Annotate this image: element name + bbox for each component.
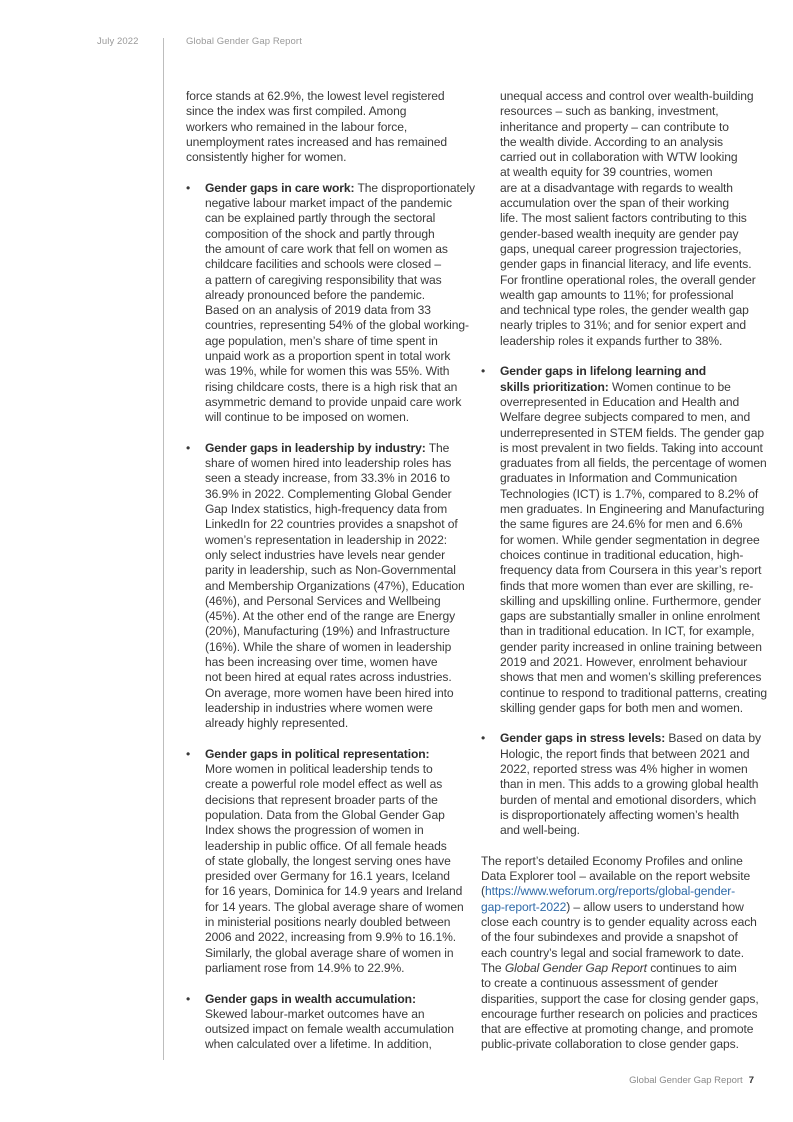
page-number: 7 bbox=[748, 1075, 754, 1086]
report-link[interactable]: gap-report-2022 bbox=[481, 899, 567, 914]
italic-title: Global Gender Gap Report bbox=[504, 960, 647, 975]
text-line: skills prioritization: Women continue to be bbox=[500, 379, 731, 394]
text-line: resources – such as banking, investment, bbox=[500, 104, 719, 119]
text-line: Gender gaps in stress levels: Based on data by bbox=[500, 731, 761, 746]
footer-title: Global Gender Gap Report bbox=[629, 1075, 743, 1086]
bullet-icon: • bbox=[186, 991, 191, 1006]
text-line: finds that more women than ever are skilling, re- bbox=[500, 578, 754, 593]
text-line: public-private collaboration to close gender gaps. bbox=[481, 1037, 739, 1052]
text-line: skilling gender gaps for both men and women. bbox=[500, 700, 743, 715]
text-line: of the four subindexes and provide a snapshot of bbox=[481, 930, 738, 945]
text-line: Based on an analysis of 2019 data from 33 bbox=[205, 303, 431, 318]
text-line: (20%), Manufacturing (19%) and Infrastructure bbox=[205, 624, 450, 639]
text-line: overrepresented in Education and Health and bbox=[500, 394, 740, 409]
text-line: force stands at 62.9%, the lowest level registered bbox=[186, 89, 445, 103]
bold-lead: skills prioritization: bbox=[500, 379, 609, 394]
text-line: Index shows the progression of women in bbox=[205, 823, 424, 838]
text-line: Gender gaps in care work: The disproportionately bbox=[205, 180, 475, 195]
bullet-item bbox=[186, 181, 476, 426]
text-line: 2019 and 2021. However, enrolment behaviour bbox=[500, 654, 748, 669]
text-line: negative labour market impact of the pandemic bbox=[205, 196, 452, 211]
text-line: was 19%, while for women this was 55%. With bbox=[205, 364, 450, 379]
text-line: workers who remained in the labour force, bbox=[186, 119, 408, 134]
bullet-icon: • bbox=[481, 731, 486, 746]
text-line: for 16 years, Dominica for 14.9 years and Ireland bbox=[205, 884, 463, 899]
text-line: countries, representing 54% of the global working- bbox=[205, 318, 469, 333]
text-line: seen a steady increase, from 33.3% in 2016 to bbox=[205, 471, 450, 486]
text-line: unemployment rates increased and has remained bbox=[186, 134, 448, 149]
text-line: will continue to be imposed on women. bbox=[205, 410, 410, 425]
text-line: disparities, support the case for closing gender gaps, bbox=[481, 991, 759, 1006]
text-line: each country’s legal and social framework to date. bbox=[481, 945, 744, 960]
text-line: On average, more women have been hired into bbox=[205, 685, 454, 700]
text-line: age population, men’s share of time spent in bbox=[205, 333, 438, 348]
bullet-icon: • bbox=[186, 180, 191, 195]
text-line: has been increasing over time, women have bbox=[205, 654, 438, 669]
footer bbox=[629, 1075, 754, 1086]
text-line: parity in leadership, such as Non-Governmental bbox=[205, 563, 456, 578]
text-line: already highly represented. bbox=[205, 716, 349, 731]
bold-lead: Gender gaps in care work: bbox=[205, 180, 355, 195]
text-line: consistently higher for women. bbox=[186, 150, 347, 165]
text-line: gender gaps in financial literacy, and life events. bbox=[500, 257, 752, 272]
bullet-item bbox=[186, 747, 476, 976]
margin-divider bbox=[163, 38, 164, 1060]
bold-lead: Gender gaps in political representation: bbox=[205, 746, 430, 761]
text-line: only select industries have levels near gender bbox=[205, 547, 446, 562]
text-line: is disproportionately affecting women’s health bbox=[500, 807, 739, 822]
bullet-item bbox=[186, 441, 476, 732]
text-line: for women. While gender segmentation in degree bbox=[500, 532, 760, 547]
text-line: than in traditional education. In ICT, for example, bbox=[500, 624, 755, 639]
text-line: of state globally, the longest serving ones have bbox=[205, 853, 451, 868]
text-line: gender parity increased in online training between bbox=[500, 639, 762, 654]
bullet-item bbox=[186, 992, 476, 1053]
bold-lead: Gender gaps in leadership by industry: bbox=[205, 440, 426, 455]
text-line: and well-being. bbox=[500, 823, 580, 838]
text-line: the wealth divide. According to an analysis bbox=[500, 134, 723, 149]
text-line: women’s representation in leadership in 2022: bbox=[205, 532, 448, 547]
text-line: when calculated over a lifetime. In addition, bbox=[205, 1037, 432, 1052]
text-line: and technical type roles, the gender wealth gap bbox=[500, 303, 749, 318]
text-line: underrepresented in STEM fields. The gender gap bbox=[500, 425, 764, 440]
text-line: than in men. This adds to a growing global health bbox=[500, 777, 759, 792]
text-line: accumulation over the span of their working bbox=[500, 196, 729, 211]
text-line: unpaid work as a proportion spent in total work bbox=[205, 349, 451, 364]
text-line bbox=[205, 747, 476, 762]
text-line: a pattern of caregiving responsibility that was bbox=[205, 272, 442, 287]
text-line: the amount of care work that fell on women as bbox=[205, 241, 448, 256]
text-line: Gender gaps in leadership by industry: The bbox=[205, 440, 450, 455]
text-line: to create a continuous assessment of gender bbox=[481, 976, 719, 991]
text-line: and Membership Organizations (47%), Education bbox=[205, 578, 465, 593]
text-line: decisions that represent broader parts of the bbox=[205, 792, 438, 807]
text-line: graduates in Information and Communication bbox=[500, 471, 738, 486]
text-line: leadership roles it expands further to 38%. bbox=[500, 333, 723, 348]
text-line: can be explained partly through the sectoral bbox=[205, 211, 436, 226]
text-line: men graduates. In Engineering and Manufacturing bbox=[500, 502, 765, 517]
text-line: (16%). While the share of women in leadership bbox=[205, 639, 452, 654]
text-line: 36.9% in 2022. Complementing Global Gender bbox=[205, 486, 452, 501]
text-line: LinkedIn for 22 countries provides a snapshot of bbox=[205, 517, 458, 532]
text-line: (45%). At the other end of the range are Energy bbox=[205, 609, 456, 624]
text-line: inheritance and property – can contribute to bbox=[500, 119, 729, 134]
text-line: The Global Gender Gap Report continues to aim bbox=[481, 960, 737, 975]
text-line: for 14 years. The global average share of women bbox=[205, 899, 464, 914]
text-line: Welfare degree subjects compared to men, and bbox=[500, 410, 751, 425]
text-line: (46%), and Personal Services and Wellbeing bbox=[205, 593, 441, 608]
bullet-icon: • bbox=[186, 440, 191, 455]
text-line: presided over Germany for 16.1 years, Iceland bbox=[205, 869, 450, 884]
bullet-item bbox=[481, 731, 771, 838]
text-line: not been hired at equal rates across industries. bbox=[205, 670, 452, 685]
text-line: More women in political leadership tends to bbox=[205, 762, 433, 777]
text-line: Similarly, the global average share of women in bbox=[205, 945, 454, 960]
text-line: share of women hired into leadership roles has bbox=[205, 456, 452, 471]
text-line: frequency data from Coursera in this year’s report bbox=[500, 563, 762, 578]
bullet-item bbox=[481, 364, 771, 716]
text-line: at wealth equity for 39 countries, women bbox=[500, 165, 713, 180]
text-line: composition of the shock and partly through bbox=[205, 226, 435, 241]
text-line: unequal access and control over wealth-building bbox=[500, 89, 754, 103]
text-line: close each country is to gender equality across each bbox=[481, 915, 757, 930]
left-column bbox=[186, 89, 476, 1068]
text-line: Technologies (ICT) is 1.7%, compared to 8.2% of bbox=[500, 486, 759, 501]
text-line: skilling and upskilling online. Furthermore, gender bbox=[500, 593, 762, 608]
bold-lead: Gender gaps in lifelong learning and bbox=[500, 364, 707, 379]
paragraph bbox=[481, 854, 771, 1053]
text-line: leadership in industries where women were bbox=[205, 700, 433, 715]
text-line: For frontline operational roles, the overall gender bbox=[500, 272, 756, 287]
text-line: asymmetric demand to provide unpaid care work bbox=[205, 394, 462, 409]
text-line: Data Explorer tool – available on the report website bbox=[481, 869, 751, 884]
text-line: (https://www.weforum.org/reports/global-gender- bbox=[481, 884, 736, 899]
report-link[interactable]: https://www.weforum.org/reports/global-gender- bbox=[484, 884, 736, 899]
bold-lead: Gender gaps in stress levels: bbox=[500, 731, 666, 746]
bullet-icon: • bbox=[186, 746, 191, 761]
text-line: childcare facilities and schools were closed – bbox=[205, 257, 442, 272]
paragraph bbox=[186, 89, 476, 165]
text-line: create a powerful role model effect as well as bbox=[205, 777, 443, 792]
text-line: Gap Index statistics, high-frequency data from bbox=[205, 502, 448, 517]
text-line bbox=[500, 364, 771, 379]
text-line: shows that men and women’s skilling preferences bbox=[500, 670, 762, 685]
bold-lead: Gender gaps in wealth accumulation: bbox=[205, 991, 416, 1006]
text-line: nearly triples to 31%; and for senior expert and bbox=[500, 318, 746, 333]
text-line: rising childcare costs, there is a high risk that an bbox=[205, 379, 458, 394]
text-line bbox=[205, 992, 476, 1007]
text-line: that are effective at promoting change, and promote bbox=[481, 1022, 754, 1037]
text-line: gender-based wealth inequity are gender pay bbox=[500, 226, 739, 241]
bullet-item bbox=[481, 89, 771, 349]
text-line: wealth gap amounts to 11%; for professional bbox=[500, 287, 734, 302]
text-line: 2006 and 2022, increasing from 9.9% to 16.1%. bbox=[205, 930, 456, 945]
text-line: The report’s detailed Economy Profiles and online bbox=[481, 853, 743, 868]
bullet-icon: • bbox=[481, 364, 486, 379]
text-line: outsized impact on female wealth accumulation bbox=[205, 1022, 454, 1037]
text-line: already pronounced before the pandemic. bbox=[205, 287, 425, 302]
text-line: population. Data from the Global Gender Gap bbox=[205, 807, 445, 822]
text-line: gap-report-2022) – allow users to understand how bbox=[481, 899, 744, 914]
text-line: parliament rose from 14.9% to 22.9%. bbox=[205, 960, 405, 975]
text-line: continue to respond to traditional patterns, creating bbox=[500, 685, 767, 700]
text-line: the same figures are 24.6% for men and 6.6% bbox=[500, 517, 743, 532]
header-date: July 2022 bbox=[97, 36, 139, 47]
text-line: choices continue in traditional education, high- bbox=[500, 547, 744, 562]
text-line: carried out in collaboration with WTW looking bbox=[500, 150, 738, 165]
text-line: gaps, unequal career progression trajectories, bbox=[500, 241, 742, 256]
text-line: 2022, reported stress was 4% higher in women bbox=[500, 762, 748, 777]
text-line: are at a disadvantage with regards to wealth bbox=[500, 180, 733, 195]
text-line: Hologic, the report finds that between 2021 and bbox=[500, 746, 750, 761]
header-title: Global Gender Gap Report bbox=[186, 36, 302, 47]
text-line: graduates from all fields, the percentage of women bbox=[500, 456, 767, 471]
text-line: since the index was first compiled. Among bbox=[186, 104, 407, 119]
text-line: Skewed labour-market outcomes have an bbox=[205, 1006, 425, 1021]
text-line: life. The most salient factors contributing to this bbox=[500, 211, 747, 226]
text-line: gaps are substantially smaller in online enrolment bbox=[500, 609, 760, 624]
text-line: burden of mental and emotional disorders, which bbox=[500, 792, 757, 807]
text-line: in ministerial positions nearly doubled between bbox=[205, 915, 451, 930]
text-line: is most prevalent in two fields. Taking into account bbox=[500, 440, 763, 455]
text-line: leadership in public office. Of all female heads bbox=[205, 838, 447, 853]
text-line: encourage further research on policies and practices bbox=[481, 1006, 758, 1021]
right-column bbox=[481, 89, 771, 1068]
